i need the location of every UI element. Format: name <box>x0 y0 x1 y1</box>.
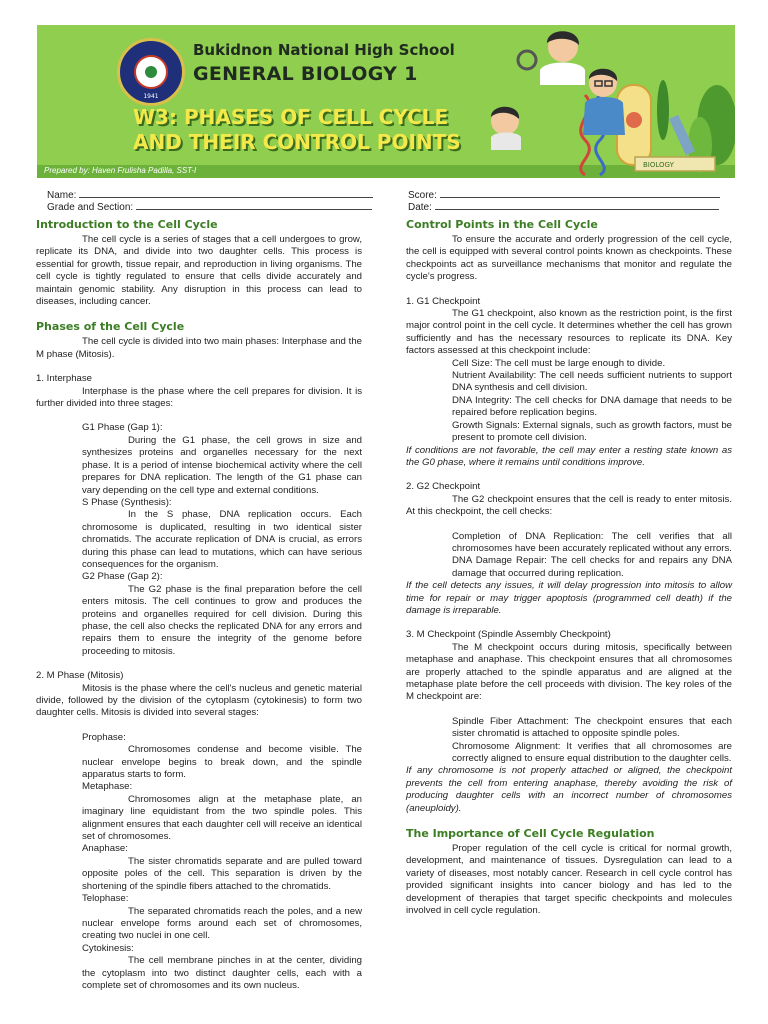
grade-section-field[interactable] <box>47 201 372 213</box>
scientists-illustration <box>485 25 735 178</box>
cytokinesis-text: The cell membrane pinches in at the center, dividing the cytoplasm into two distinct daughter cells, each with a complete set of chromosomes and its own nucleus. <box>82 955 362 991</box>
score-field[interactable] <box>408 189 720 201</box>
list-item: Cell Size: The cell must be large enough to divide. <box>452 357 666 369</box>
school-name: Bukidnon National High School <box>193 41 455 59</box>
metaphase-title: Metaphase: <box>82 781 133 793</box>
g2-checkpoint-title: 2. G2 Checkpoint <box>406 481 481 493</box>
g2-text: The G2 phase is the final preparation before the cell enters mitosis. The cell continues to grow and produces the proteins and organelles required for cell division. During this phase, the cell also checks the replicated DNA for any errors and repairs them to ensure the integrity of the genome before proceeding to mitosis. <box>82 583 362 657</box>
list-item: Completion of DNA Replication: The cell verifies that all chromosomes have been accurately replicated without any errors. <box>452 530 732 554</box>
plant-icon <box>657 80 669 140</box>
s-title: S Phase (Synthesis): <box>82 496 172 508</box>
lesson-title-line1: W3: PHASES OF CELL CYCLE <box>133 105 449 129</box>
anaphase-text: The sister chromatids separate and are pulled toward opposite poles of the cell. This separation is driven by the shortening of the spindle fibers attached to the chromatids. <box>82 855 362 892</box>
prophase-title: Prophase: <box>82 731 126 743</box>
importance-text: Proper regulation of the cell cycle is critical for normal growth, development, and maintenance of tissues. Dysregulation can lead to a variety of diseases, most notably cancer. Research in cell cycle control has provided significant insights into cancer biology and has led to the development of therapies that target specific checkpoints and molecules involved in cell cycle regulation. <box>406 843 732 917</box>
control-text: To ensure the accurate and orderly progression of the cell cycle, the cell is equipped with several control points known as checkpoints. These checkpoints act as surveillance mechanisms that monitor and regulate the cycle's progress. <box>406 234 732 283</box>
lesson-title-line2: AND THEIR CONTROL POINTS <box>133 130 461 154</box>
list-item: Spindle Fiber Attachment: The checkpoint ensures that each sister chromatid is attached to opposite spindle poles. <box>452 715 732 740</box>
g1-checkpoint-title: 1. G1 Checkpoint <box>406 295 481 307</box>
mitosis-stages <box>36 732 362 993</box>
list-item: Chromosome Alignment: It verifies that all chromosomes are correctly aligned to ensure equal distribution to the daughter cells. <box>452 740 732 765</box>
list-item: DNA Integrity: The cell checks for DNA damage that needs to be repaired before replication begins. <box>452 394 732 419</box>
s-text: In the S phase, DNA replication occurs. Each chromosome is duplicated, resulting in two identical sister chromatids. The accurate replication of DNA is crucial, as errors during this phase can lead to mutations, which can have serious consequences for the organism. <box>82 509 362 570</box>
importance-heading: The Importance of Cell Cycle Regulation <box>406 827 655 841</box>
list-item: Nutrient Availability: The cell needs sufficient nutrients to support DNA synthesis and cell division. <box>452 370 732 394</box>
lesson-title <box>133 105 461 155</box>
mphase-text: Mitosis is the phase where the cell's nucleus and genetic material divide, followed by the division of the cytoplasm (cytokinesis) to form two daughter cells. Mitosis is divided into several stages: <box>36 682 362 719</box>
cytokinesis-title: Cytokinesis: <box>82 942 134 954</box>
g1-checkpoint-factors <box>406 358 732 445</box>
g2-checkpoint-text: The G2 checkpoint ensures that the cell is ready to enter mitosis. At this checkpoint, the cell checks: <box>406 493 732 518</box>
prophase-text: Chromosomes condense and become visible. The nuclear envelope begins to break down, and the spindle apparatus starts to form. <box>82 744 362 781</box>
m-checkpoint-roles <box>406 716 732 766</box>
metaphase-text: Chromosomes align at the metaphase plate, an imaginary line equidistant from the two spindle poles. This alignment ensures that each daughter cell will receive an identical set of chromosomes. <box>82 793 362 843</box>
date-input-line[interactable] <box>435 201 719 210</box>
interphase-title: 1. Interphase <box>36 373 93 385</box>
book-label: BIOLOGY <box>643 161 674 169</box>
seal-center <box>134 55 168 89</box>
grade-section-label: Grade and Section: <box>47 202 134 213</box>
date-field[interactable] <box>408 201 719 213</box>
score-input-line[interactable] <box>440 189 720 198</box>
left-column <box>36 218 362 992</box>
subject-title: GENERAL BIOLOGY 1 <box>193 63 418 85</box>
g1-checkpoint-note: If conditions are not favorable, the cell may enter a resting state known as the G0 phase, where it remains until conditions improve. <box>406 444 732 468</box>
telophase-title: Telophase: <box>82 893 129 905</box>
g1-checkpoint-text: The G1 checkpoint, also known as the restriction point, is the first major control point in the cell cycle. It determines whether the cell has grown sufficiently and has the necessary resources to replicate its DNA. Key factors assessed at this checkpoint include: <box>406 308 732 357</box>
interphase-text: Interphase is the phase where the cell prepares for division. It is further divided into three stages: <box>36 385 362 410</box>
interphase-stages <box>36 422 362 658</box>
name-field[interactable] <box>47 189 373 201</box>
g2-checkpoint-checks <box>406 531 732 581</box>
grade-section-input-line[interactable] <box>136 201 372 210</box>
score-label: Score: <box>408 190 437 201</box>
list-item: DNA Damage Repair: The cell checks for and repairs any DNA damage that occurred during replication. <box>452 555 732 579</box>
mphase-title: 2. M Phase (Mitosis) <box>36 670 124 682</box>
name-label: Name: <box>47 190 77 201</box>
intro-text: The cell cycle is a series of stages that a cell undergoes to grow, replicate its DNA, and divide into two daughter cells. This process is essential for growth, tissue repair, and reproduction in living organisms. The cell cycle is tightly regulated to ensure that cells divide accurately and maintain genomic stability. Any disruption in this process can lead to diseases, including cancer. <box>36 234 362 308</box>
name-input-line[interactable] <box>79 189 373 198</box>
g2-title: G2 Phase (Gap 2): <box>82 571 163 583</box>
g1-text: During the G1 phase, the cell grows in size and synthesizes proteins and organelles necessary for the next phase. It is a period of intense biochemical activity where the cell prepares for DNA replication. The length of the G1 phase can vary depending on the cell type and external conditions. <box>82 434 362 496</box>
m-checkpoint-note: If any chromosome is not properly attached or aligned, the checkpoint prevents the cell from entering anaphase, thereby avoiding the risk of producing daughter cells with an incorrect number of chromosomes (aneuploidy). <box>406 765 732 814</box>
g1-title: G1 Phase (Gap 1): <box>82 422 163 434</box>
anaphase-title: Anaphase: <box>82 843 128 855</box>
m-checkpoint-title: 3. M Checkpoint (Spindle Assembly Checkpoint) <box>406 629 611 641</box>
g2-checkpoint-note: If the cell detects any issues, it will delay progression into mitosis to allow time for repair or may trigger apoptosis (programmed cell death) if the damage is irreparable. <box>406 580 732 616</box>
phases-heading: Phases of the Cell Cycle <box>36 320 185 334</box>
magnifier-icon <box>518 51 536 69</box>
right-column <box>406 218 732 918</box>
school-seal-logo <box>117 38 185 106</box>
m-checkpoint-text: The M checkpoint occurs during mitosis, specifically between metaphase and anaphase. This checkpoint ensures that all chromosomes are properly attached to the spindle apparatus and are aligned at the metaphase plate before the cell proceeds with division. The key roles of the M checkpoint are: <box>406 641 732 703</box>
seal-year: 1941 <box>143 93 159 100</box>
list-item: Growth Signals: External signals, such as growth factors, must be present to promote cell division. <box>452 419 732 444</box>
intro-heading: Introduction to the Cell Cycle <box>36 218 218 231</box>
date-label: Date: <box>408 202 432 213</box>
phases-text: The cell cycle is divided into two main phases: Interphase and the M phase (Mitosis). <box>36 336 362 360</box>
header-banner <box>37 25 735 178</box>
prepared-by: Prepared by: Haven Frulisha Padilla, SST-I <box>44 166 197 175</box>
telophase-text: The separated chromatids reach the poles, and a new nuclear envelope forms around each set of chromosomes, creating two nuclei in one cell. <box>82 905 362 942</box>
control-heading: Control Points in the Cell Cycle <box>406 218 598 231</box>
